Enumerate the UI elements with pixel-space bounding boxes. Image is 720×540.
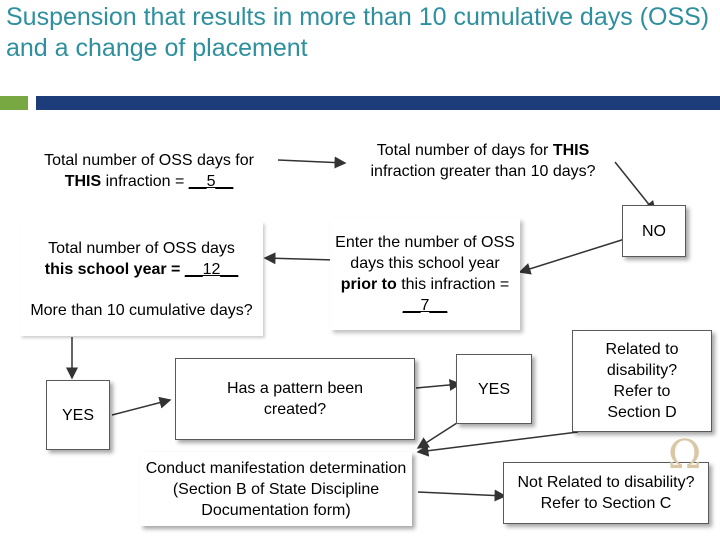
node-oss-days-infraction	[20, 150, 278, 192]
node-bold-text: prior to	[340, 276, 397, 293]
slide-title: Suspension that results in more than 10 cumulative days (OSS) and a change of placement	[6, 3, 710, 62]
arrow-infraction-to-check	[278, 160, 345, 163]
decorative-swirl-icon: Ω	[668, 432, 702, 478]
node-bold-text: THIS	[64, 173, 102, 190]
node-value: __12__	[184, 260, 239, 278]
arrow-pattern-to-yes	[416, 384, 460, 388]
node-text: infraction =	[101, 173, 189, 190]
node-related	[572, 330, 712, 432]
node-text: Total number of days for	[376, 142, 553, 159]
node-value: __5__	[188, 173, 234, 190]
node-pattern	[175, 358, 415, 440]
arrow-no-to-prior	[520, 238, 628, 272]
node-no	[622, 205, 686, 257]
node-text: YES	[477, 380, 510, 398]
node-text: YES	[61, 406, 94, 424]
node-text: Total number of OSS days for	[44, 152, 254, 169]
node-text: infraction greater than 10 days?	[370, 163, 596, 180]
arrow-prior-to-year	[265, 258, 335, 260]
node-bold-text: THIS	[552, 142, 590, 159]
node-text: NO	[642, 222, 666, 240]
node-text: Not Related to disability? Refer to Section C	[517, 474, 695, 512]
node-text: Has a pattern been created?	[226, 380, 364, 418]
arrow-yes-to-pattern	[112, 400, 170, 415]
node-text: Enter the number of OSS days this school year	[335, 234, 515, 272]
node-text: Total number of OSS days	[48, 239, 235, 257]
node-text: Conduct manifestation determination (Section B of State Discipline Documentation form)	[145, 459, 407, 519]
node-yes-right	[456, 354, 532, 424]
node-manifestation	[140, 452, 412, 526]
node-bold-text: this school year =	[44, 260, 185, 278]
node-text: this infraction =	[396, 276, 510, 293]
node-value: __7__	[402, 297, 448, 314]
node-yes-left	[46, 380, 110, 450]
arrow-related-to-manifestation	[418, 432, 578, 452]
node-greater-than-10	[352, 120, 614, 202]
node-oss-days-year	[20, 222, 263, 336]
arrow-manifestation-to-notrelated	[418, 492, 505, 496]
node-prior-days	[330, 218, 520, 330]
node-text: Related to disability? Refer to Section D	[605, 341, 679, 421]
node-cumulative-text: More than 10 cumulative days?	[30, 301, 253, 319]
